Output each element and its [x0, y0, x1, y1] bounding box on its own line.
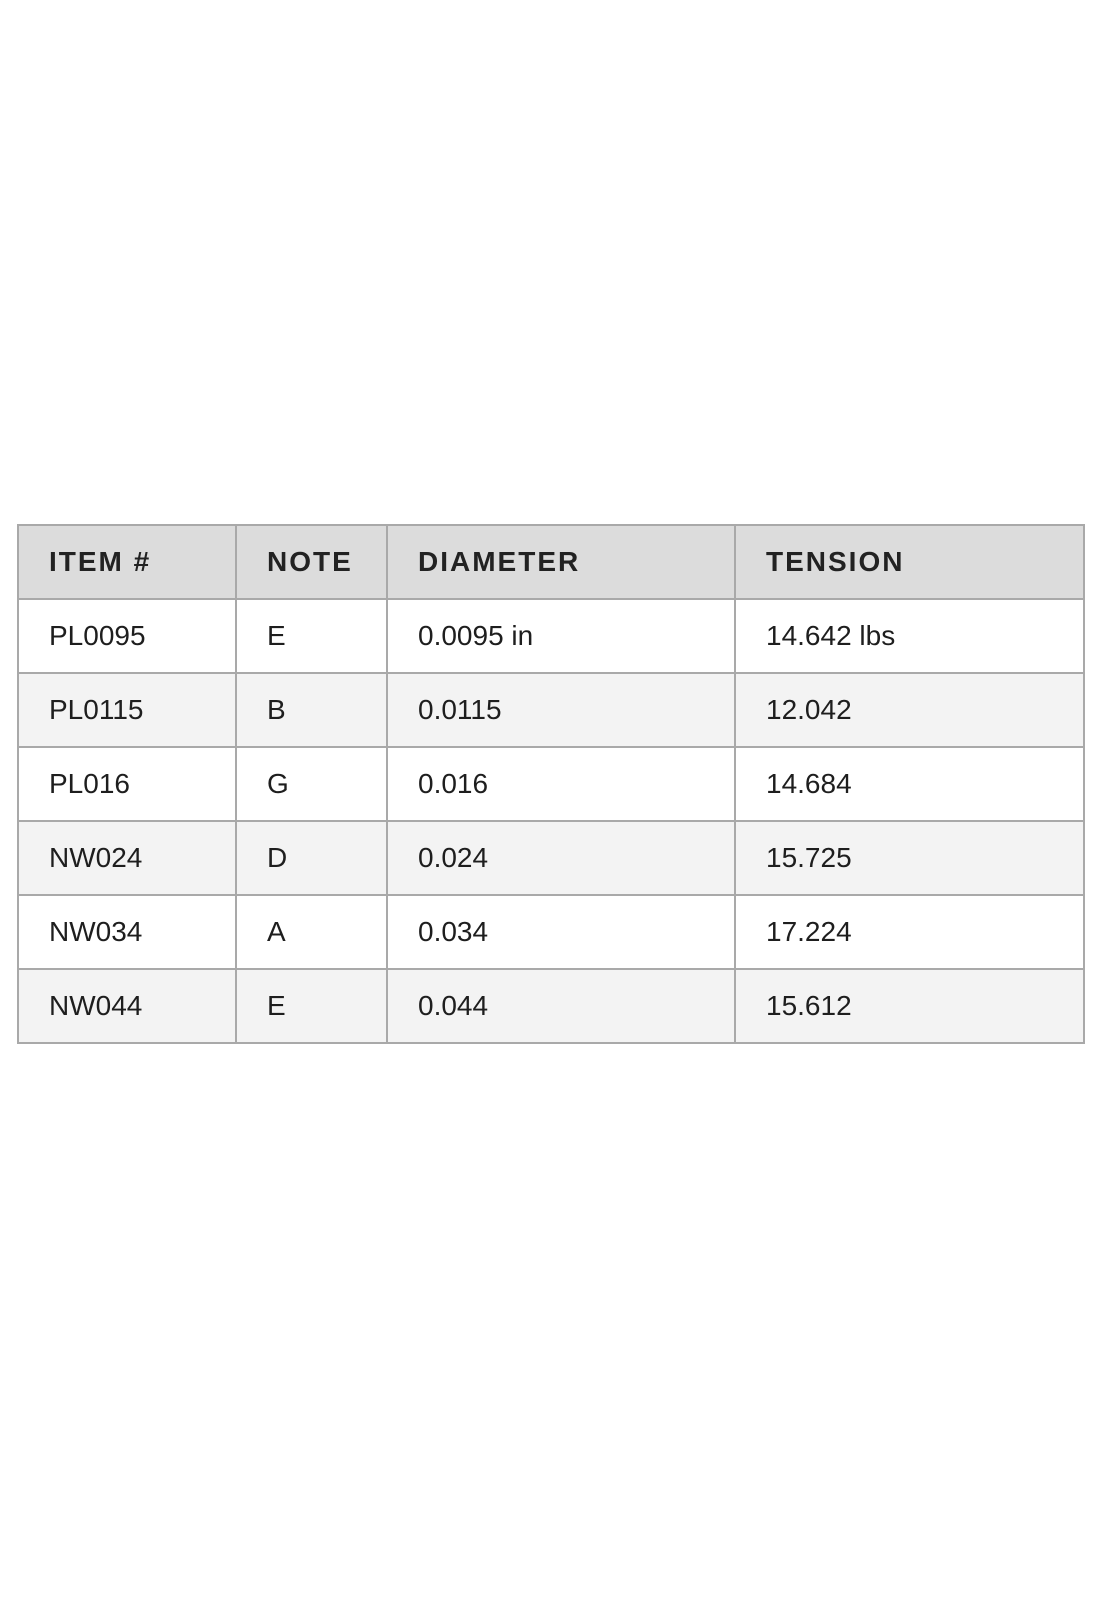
table-header [18, 525, 1084, 599]
cell-tension: 15.612 [735, 969, 1084, 1043]
header-item-number: ITEM # [18, 525, 236, 599]
cell-note: B [236, 673, 387, 747]
cell-tension: 14.642 lbs [735, 599, 1084, 673]
cell-item-number: NW034 [18, 895, 236, 969]
table-row [18, 673, 1084, 747]
cell-diameter: 0.034 [387, 895, 735, 969]
cell-tension: 14.684 [735, 747, 1084, 821]
table-row [18, 821, 1084, 895]
cell-item-number: PL0095 [18, 599, 236, 673]
header-note: NOTE [236, 525, 387, 599]
cell-tension: 17.224 [735, 895, 1084, 969]
cell-note: G [236, 747, 387, 821]
header-diameter: DIAMETER [387, 525, 735, 599]
cell-tension: 15.725 [735, 821, 1084, 895]
cell-diameter: 0.024 [387, 821, 735, 895]
table-body [18, 599, 1084, 1043]
cell-diameter: 0.016 [387, 747, 735, 821]
table-row [18, 895, 1084, 969]
header-row [18, 525, 1084, 599]
cell-item-number: NW024 [18, 821, 236, 895]
table-row [18, 747, 1084, 821]
spec-table-container [17, 524, 1083, 1044]
header-tension: TENSION [735, 525, 1084, 599]
cell-item-number: NW044 [18, 969, 236, 1043]
table-row [18, 599, 1084, 673]
cell-diameter: 0.0115 [387, 673, 735, 747]
cell-note: A [236, 895, 387, 969]
spec-table [17, 524, 1085, 1044]
cell-note: E [236, 969, 387, 1043]
cell-item-number: PL016 [18, 747, 236, 821]
cell-note: E [236, 599, 387, 673]
cell-diameter: 0.044 [387, 969, 735, 1043]
table-row [18, 969, 1084, 1043]
cell-diameter: 0.0095 in [387, 599, 735, 673]
cell-tension: 12.042 [735, 673, 1084, 747]
cell-item-number: PL0115 [18, 673, 236, 747]
cell-note: D [236, 821, 387, 895]
